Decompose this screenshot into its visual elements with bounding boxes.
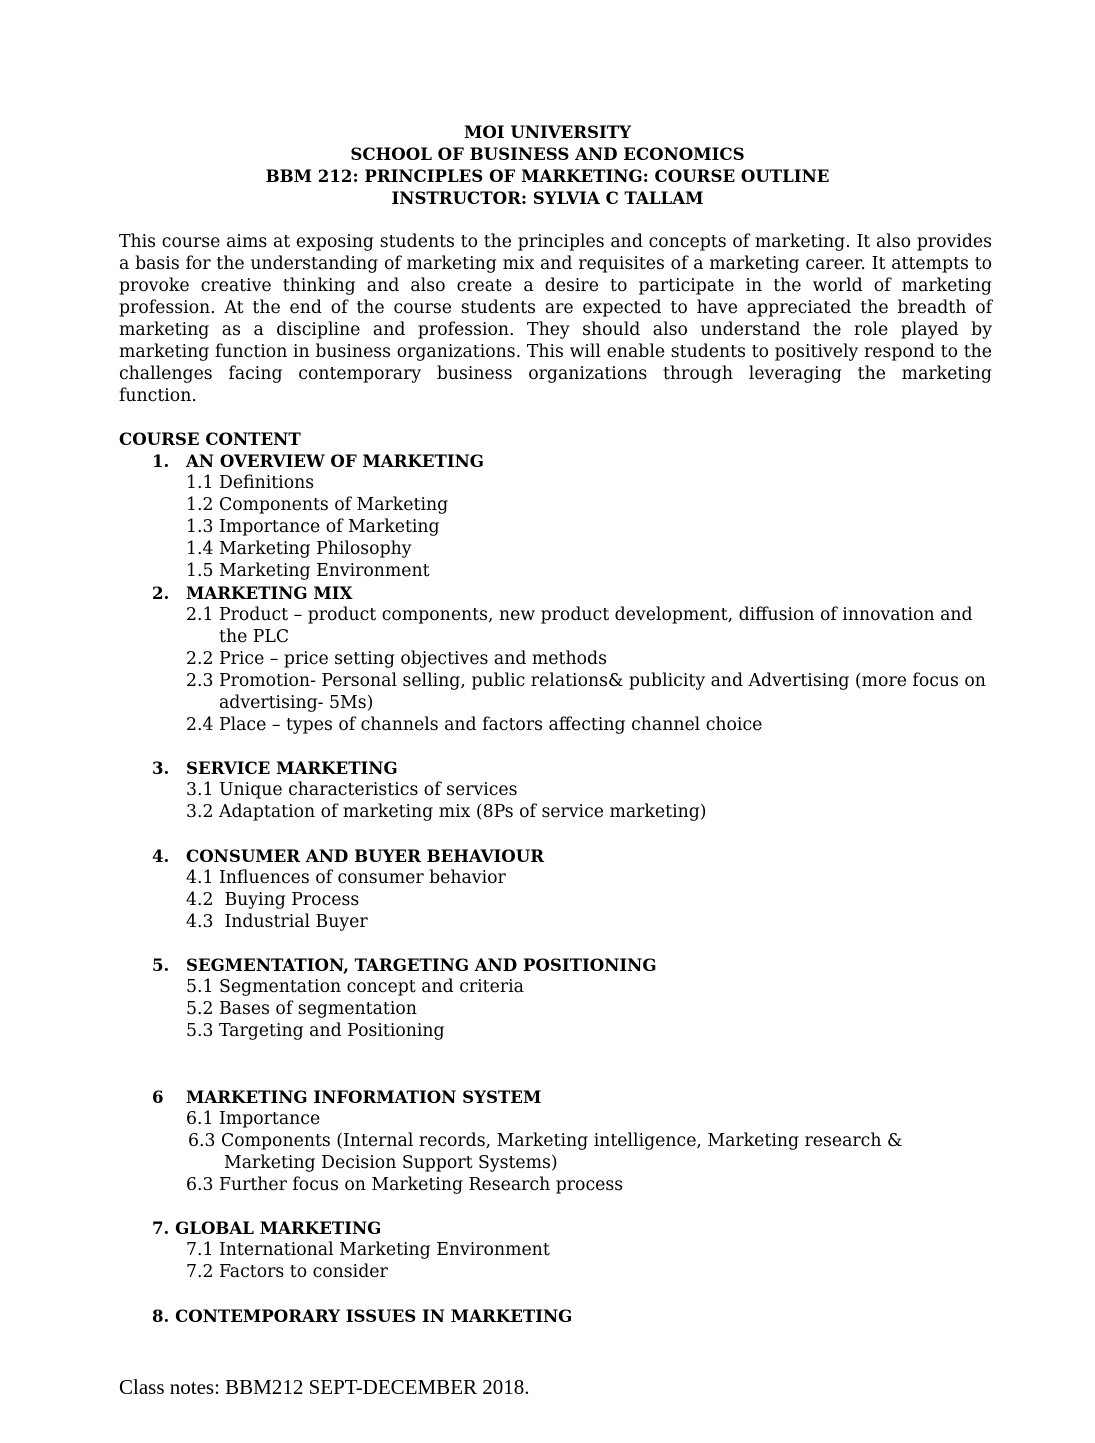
class-notes-footer: Class notes: BBM212 SEPT-DECEMBER 2018. bbox=[119, 1375, 530, 1399]
university-name: MOI UNIVERSITY bbox=[463, 122, 631, 142]
list-item: 4.1 Influences of consumer behavior bbox=[186, 868, 506, 888]
list-item: 6.3 Further focus on Marketing Research process bbox=[186, 1175, 624, 1195]
section-heading bbox=[0, 582, 1095, 604]
section-title: MARKETING MIX bbox=[186, 583, 353, 603]
list-item: 3.1 Unique characteristics of services bbox=[186, 780, 518, 800]
section-service-marketing bbox=[0, 757, 1095, 823]
section-segmentation bbox=[0, 954, 1095, 1042]
list-item: 2.1 Product – product components, new product development, diffusion of innovation and the PLC bbox=[186, 605, 973, 647]
list-item: 2.2 Price – price setting objectives and methods bbox=[186, 649, 607, 669]
section-title: MARKETING INFORMATION SYSTEM bbox=[186, 1087, 542, 1107]
section-marketing-information-system bbox=[0, 1086, 1095, 1196]
section-number: 6 bbox=[152, 1087, 164, 1107]
list-item: 5.2 Bases of segmentation bbox=[186, 999, 417, 1019]
section-heading bbox=[0, 1217, 1095, 1239]
section-global-marketing bbox=[0, 1217, 1095, 1283]
list-item: 7.2 Factors to consider bbox=[186, 1262, 388, 1282]
list-item: 2.4 Place – types of channels and factors affecting channel choice bbox=[186, 715, 763, 735]
list-item: 6.1 Importance bbox=[186, 1109, 321, 1129]
list-item: 4.3 Industrial Buyer bbox=[186, 912, 368, 932]
section-heading bbox=[0, 954, 1095, 976]
list-item: 1.3 Importance of Marketing bbox=[186, 517, 440, 537]
section-title: AN OVERVIEW OF MARKETING bbox=[186, 451, 484, 471]
instructor-name: INSTRUCTOR: SYLVIA C TALLAM bbox=[391, 188, 704, 208]
course-title: BBM 212: PRINCIPLES OF MARKETING: COURSE OUTLINE bbox=[265, 166, 830, 186]
section-number: 1. bbox=[152, 451, 170, 471]
list-item: 4.2 Buying Process bbox=[186, 890, 360, 910]
section-heading bbox=[0, 450, 1095, 472]
list-item: 1.4 Marketing Philosophy bbox=[186, 539, 412, 559]
section-number: 5. bbox=[152, 955, 170, 975]
section-heading bbox=[0, 845, 1095, 867]
section-overview bbox=[0, 450, 1095, 582]
list-item: 5.3 Targeting and Positioning bbox=[186, 1021, 445, 1041]
section-number: 3. bbox=[152, 758, 170, 778]
section-title: CONSUMER AND BUYER BEHAVIOUR bbox=[186, 846, 545, 866]
section-number: 4. bbox=[152, 846, 170, 866]
list-item: 5.1 Segmentation concept and criteria bbox=[186, 977, 524, 997]
section-marketing-mix bbox=[0, 582, 1095, 736]
section-title: 7. GLOBAL MARKETING bbox=[152, 1218, 382, 1238]
list-item: 7.1 International Marketing Environment bbox=[186, 1240, 550, 1260]
section-title: SERVICE MARKETING bbox=[186, 758, 398, 778]
section-heading bbox=[0, 1086, 1095, 1108]
list-item: 2.3 Promotion- Personal selling, public relations& publicity and Advertising (more focus on advertising- 5Ms) bbox=[186, 671, 986, 713]
section-contemporary-issues bbox=[0, 1305, 1095, 1327]
course-content-heading: COURSE CONTENT bbox=[119, 429, 301, 449]
section-number: 2. bbox=[152, 583, 170, 603]
section-heading bbox=[0, 1305, 1095, 1327]
list-item: 1.5 Marketing Environment bbox=[186, 561, 430, 581]
list-item: 6.3 Components (Internal records, Marketing intelligence, Marketing research & Marketing Decision Support Systems) bbox=[188, 1131, 903, 1173]
list-item: 3.2 Adaptation of marketing mix (8Ps of service marketing) bbox=[186, 802, 707, 822]
school-name: SCHOOL OF BUSINESS AND ECONOMICS bbox=[350, 144, 745, 164]
course-description: This course aims at exposing students to the principles and concepts of marketing. It also provides a basis for the understanding of marketing mix and requisites of a marketing career. It attempts to provoke creative thinking and also create a desire to participate in the world of marketing profession. At the end of the course students are expected to have appreciated the breadth of marketing as a discipline and profession. They should also understand the role played by marketing function in business organizations. This will enable students to positively respond to the challenges facing contemporary business organizations through leveraging the marketing function. bbox=[119, 232, 992, 406]
section-title: SEGMENTATION, TARGETING AND POSITIONING bbox=[186, 955, 657, 975]
document-header bbox=[0, 121, 1095, 209]
list-item: 1.1 Definitions bbox=[186, 473, 315, 493]
section-heading bbox=[0, 757, 1095, 779]
list-item: 1.2 Components of Marketing bbox=[186, 495, 449, 515]
section-consumer-behaviour bbox=[0, 845, 1095, 933]
section-title: 8. CONTEMPORARY ISSUES IN MARKETING bbox=[152, 1306, 573, 1326]
